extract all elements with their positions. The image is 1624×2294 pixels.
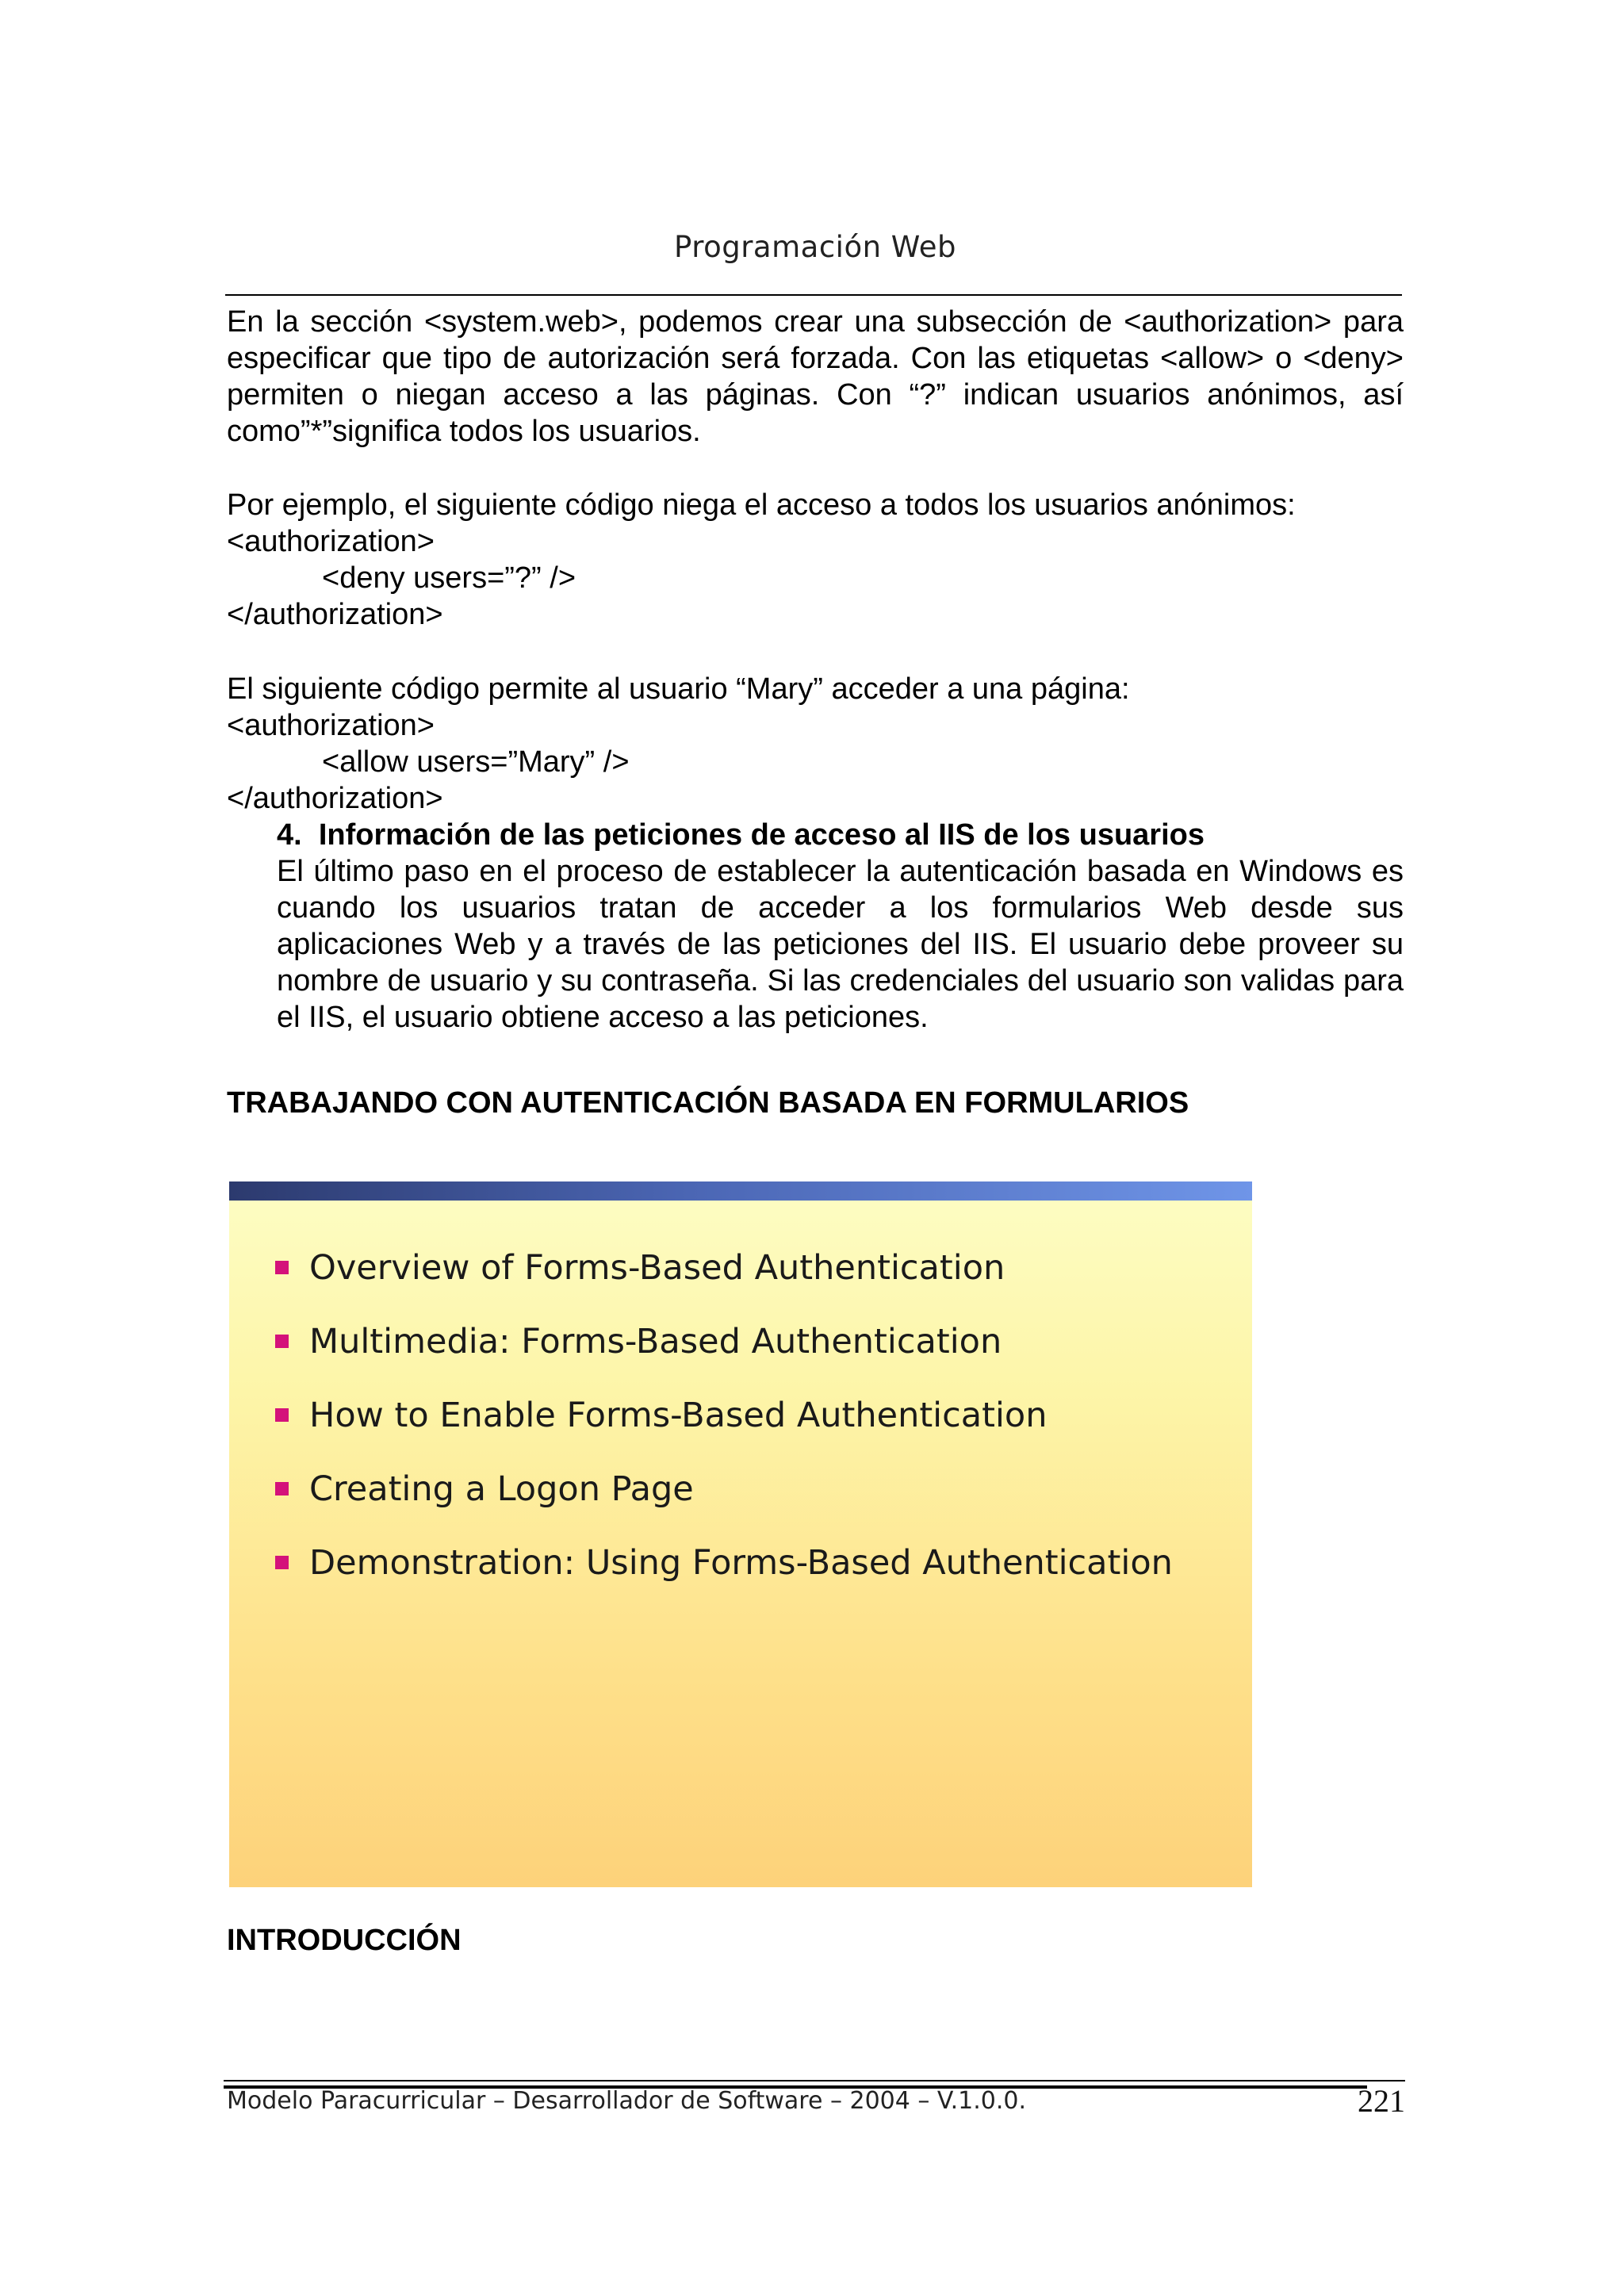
numbered-step-4 [277,817,1404,1036]
slide-bullet-item [275,1231,1173,1304]
slide-image [229,1181,1252,1887]
code-line: </authorization> [227,598,443,631]
code-line: </authorization> [227,782,443,815]
code-line: <allow users=”Mary” /> [322,745,630,779]
section-title-forms-auth: TRABAJANDO CON AUTENTICACIÓN BASADA EN FORMULARIOS [227,1086,1189,1120]
slide-bullet-list [275,1231,1173,1599]
slide-bullet-item [275,1526,1173,1599]
slide-bullet-text: Overview of Forms-Based Authentication [309,1247,1005,1288]
slide-bullet-item [275,1452,1173,1526]
square-bullet-icon [275,1482,289,1496]
page-header-title: Programación Web [674,230,956,264]
slide-bullet-item [275,1378,1173,1452]
square-bullet-icon [275,1408,289,1422]
step-heading [277,817,1404,853]
code-block-allow [227,707,630,817]
slide-bullet-item [275,1304,1173,1378]
footer-text: Modelo Paracurricular – Desarrollador de Software – 2004 – V.1.0.0. [227,2087,1026,2115]
code-line: <deny users=”?” /> [322,561,576,595]
code-line: <authorization> [227,709,435,742]
step-body: El último paso en el proceso de establecer la autenticación basada en Windows es cuando los usuarios tratan de acceder a los formularios Web desde sus aplicaciones Web y a través de las peticiones del IIS. El usuario debe proveer su nombre de usuario y su contraseña. Si las credenciales del usuario son validas para el IIS, el usuario obtiene acceso a las peticiones. [277,855,1404,1034]
step-number: 4. [277,818,302,852]
square-bullet-icon [275,1556,289,1569]
slide-bullet-text: Multimedia: Forms-Based Authentication [309,1321,1002,1361]
slide-bullet-text: Demonstration: Using Forms-Based Authentication [309,1542,1173,1583]
code-line: <authorization> [227,525,435,558]
slide-title-bar [229,1181,1252,1201]
step-title: Información de las peticiones de acceso al IIS de los usuarios [318,818,1205,852]
slide-bullet-text: Creating a Logon Page [309,1469,694,1509]
square-bullet-icon [275,1261,289,1274]
section-title-introduccion: INTRODUCCIÓN [227,1924,462,1957]
header-divider [225,294,1402,296]
footer-divider [224,2080,1405,2081]
code-block-deny [227,523,576,633]
paragraph-text: Por ejemplo, el siguiente código niega el acceso a todos los usuarios anónimos: [227,488,1296,522]
paragraph-text: El siguiente código permite al usuario “Mary” acceder a una página: [227,672,1130,706]
page-number: 221 [1358,2083,1405,2119]
paragraph-authorization-intro [227,304,1404,450]
slide-bullet-text: How to Enable Forms-Based Authentication [309,1395,1048,1435]
paragraph-text: En la sección <system.web>, podemos crear una subsección de <authorization> para especificar que tipo de autorización será forzada. Con las etiquetas <allow> o <deny> permiten o niegan acceso a las páginas. Con “?” indican usuarios anónimos, así como”*”significa todos los usuarios. [227,305,1404,448]
paragraph-allow-example [227,671,1404,707]
paragraph-deny-example [227,487,1404,523]
square-bullet-icon [275,1335,289,1348]
